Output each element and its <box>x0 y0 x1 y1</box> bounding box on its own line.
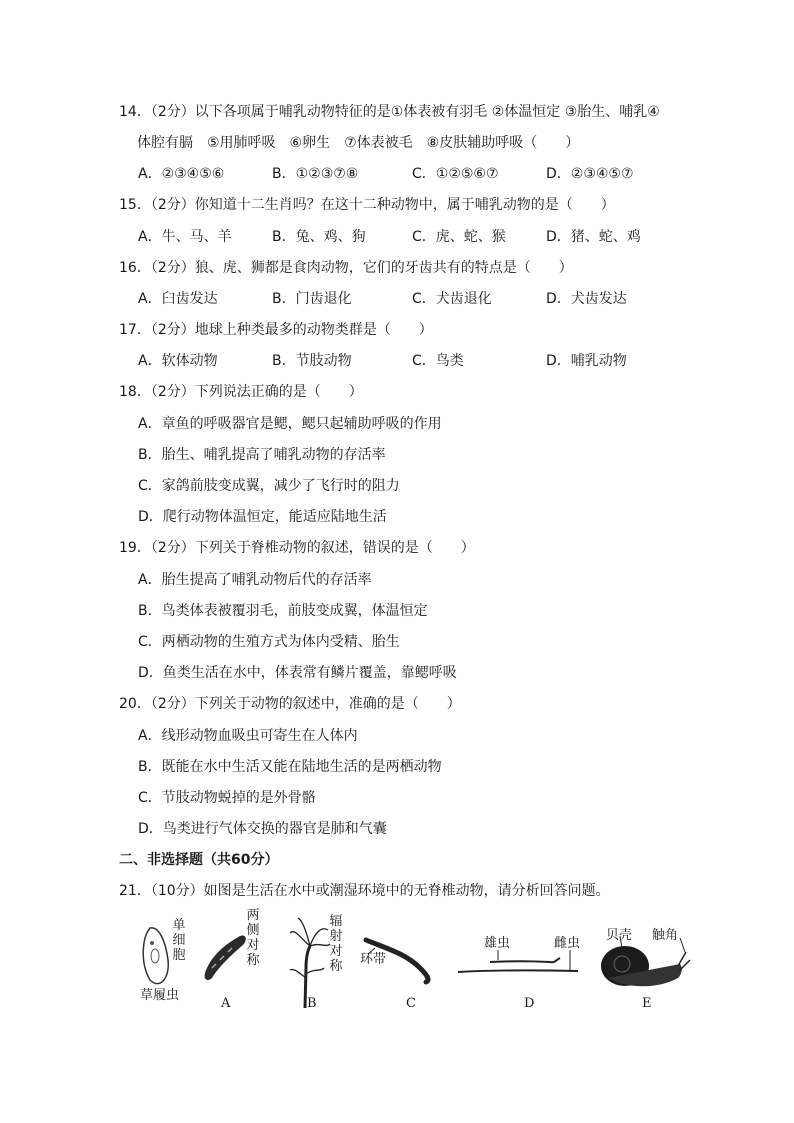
section-heading: 二、非选择题（共60分） <box>119 852 279 868</box>
roundworms-drawing <box>458 950 578 972</box>
radial-char-4: 称 <box>329 959 343 974</box>
radial-char-2: 射 <box>329 929 343 944</box>
paramecium-label: 草履虫 <box>140 988 180 1003</box>
letter-a: A <box>221 996 231 1011</box>
q15-stem: 15．（2分）你知道十二生肖吗？在这十二种动物中，属于哺乳动物的是（ ） <box>119 197 615 213</box>
radial-symmetry-label <box>329 914 343 974</box>
q20-option-c: C．节肢动物蜕掉的是外骨骼 <box>138 790 316 806</box>
male-worm-label: 雄虫 <box>484 936 511 951</box>
q15-option-b: B．兔、鸡、狗 <box>272 229 366 245</box>
radial-char-3: 对 <box>329 944 343 959</box>
bilateral-symmetry-label <box>246 908 260 968</box>
q14-stem-line2: 体腔有膈 ⑤用肺呼吸 ⑥卵生 ⑦体表被毛 ⑧皮肤辅助呼吸（ ） <box>137 135 580 151</box>
q16-option-b: B．门齿退化 <box>272 291 352 307</box>
q16-options <box>138 289 698 309</box>
single-cell-char-2: 细 <box>172 933 186 948</box>
q17-option-d: D．哺乳动物 <box>546 353 627 369</box>
invertebrates-figure <box>130 908 700 1018</box>
q19-option-d: D．鱼类生活在水中，体表常有鳞片覆盖，靠鳃呼吸 <box>138 665 457 681</box>
letter-e: E <box>642 996 652 1011</box>
female-worm-label: 雌虫 <box>554 936 581 951</box>
q14-option-b: B．①②③⑦⑧ <box>272 166 359 182</box>
q14-option-c: C．①②⑤⑥⑦ <box>412 166 499 182</box>
q18-stem: 18．（2分）下列说法正确的是（ ） <box>119 384 363 400</box>
q17-option-a: A．软体动物 <box>138 353 218 369</box>
radial-char-1: 辐 <box>329 914 343 929</box>
q16-stem: 16．（2分）狼、虎、狮都是食肉动物，它们的牙齿共有的特点是（ ） <box>119 260 573 276</box>
q15-option-c: C．虎、蛇、猴 <box>412 229 506 245</box>
q19-option-b: B．鸟类体表被覆羽毛，前肢变成翼，体温恒定 <box>138 603 428 619</box>
bilateral-char-2: 侧 <box>246 923 260 938</box>
q20-option-a: A．线形动物血吸虫可寄生在人体内 <box>138 728 358 744</box>
q18-option-c: C．家鸽前肢变成翼，减少了飞行时的阻力 <box>138 478 400 494</box>
q15-option-d: D．猪、蛇、鸡 <box>546 229 641 245</box>
q20-option-b: B．既能在水中生活又能在陆地生活的是两栖动物 <box>138 759 442 775</box>
q14-options <box>138 164 698 184</box>
q18-option-a: A．章鱼的呼吸器官是鳃，鳃只起辅助呼吸的作用 <box>138 416 442 432</box>
paramecium-drawing <box>143 928 168 984</box>
q14-stem-line1: 14．（2分）以下各项属于哺乳动物特征的是①体表被有羽毛 ②体温恒定 ③胎生、哺乳④ <box>119 104 660 120</box>
letter-d: D <box>524 996 535 1011</box>
q16-option-c: C．犬齿退化 <box>412 291 492 307</box>
hydra-drawing <box>290 918 330 1008</box>
flatworm-drawing <box>205 935 246 980</box>
bilateral-char-1: 两 <box>246 908 260 923</box>
q19-option-a: A．胎生提高了哺乳动物后代的存活率 <box>138 572 372 588</box>
q17-stem: 17．（2分）地球上种类最多的动物类群是（ ） <box>119 322 433 338</box>
q21-stem: 21．（10分）如图是生活在水中或潮湿环境中的无脊椎动物，请分析回答问题。 <box>119 883 610 899</box>
q19-stem: 19．（2分）下列关于脊椎动物的叙述，错误的是（ ） <box>119 540 475 556</box>
bilateral-char-3: 对 <box>246 938 260 953</box>
shell-label: 贝壳 <box>606 928 633 943</box>
q14-option-a: A．②③④⑤⑥ <box>138 166 225 182</box>
letter-b: B <box>307 996 317 1011</box>
q17-option-c: C．鸟类 <box>412 353 464 369</box>
q16-option-d: D．犬齿发达 <box>546 291 627 307</box>
q20-option-d: D．鸟类进行气体交换的器官是肺和气囊 <box>138 821 387 837</box>
clitellum-label: 环带 <box>360 952 387 967</box>
q19-option-c: C．两栖动物的生殖方式为体内受精、胎生 <box>138 634 400 650</box>
single-cell-label <box>172 918 186 963</box>
q15-options <box>138 227 698 247</box>
q14-option-d: D．②③④⑤⑦ <box>546 166 634 182</box>
single-cell-char-1: 单 <box>172 918 186 933</box>
q17-options <box>138 351 698 371</box>
q20-stem: 20．（2分）下列关于动物的叙述中，准确的是（ ） <box>119 696 461 712</box>
q17-option-b: B．节肢动物 <box>272 353 352 369</box>
q16-option-a: A．臼齿发达 <box>138 291 218 307</box>
q15-option-a: A．牛、马、羊 <box>138 229 232 245</box>
q18-option-d: D．爬行动物体温恒定，能适应陆地生活 <box>138 509 387 525</box>
q18-option-b: B．胎生、哺乳提高了哺乳动物的存活率 <box>138 447 386 463</box>
bilateral-char-4: 称 <box>246 953 260 968</box>
tentacle-label: 触角 <box>652 928 679 943</box>
single-cell-char-3: 胞 <box>172 948 186 963</box>
letter-c: C <box>406 996 416 1011</box>
